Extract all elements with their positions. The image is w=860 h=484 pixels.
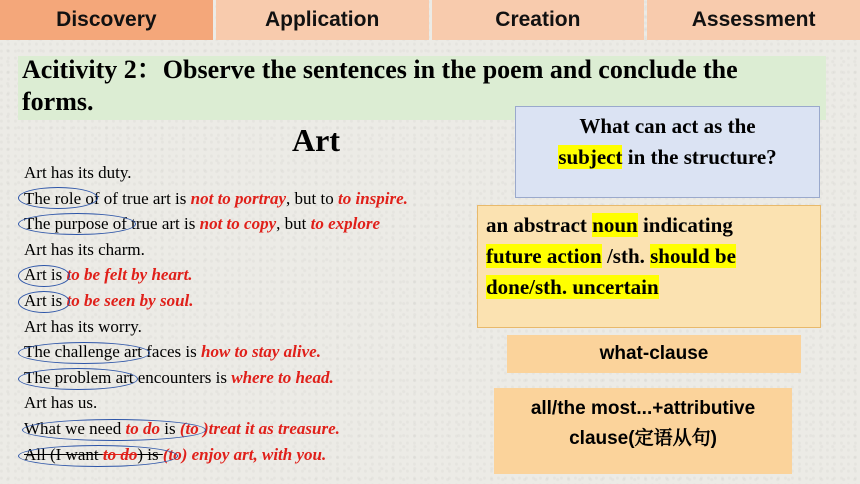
poem-line: All (I want to do) is (to) enjoy art, with you. <box>24 444 327 464</box>
answer-line <box>486 272 812 303</box>
poem-line: The role of of true art is not to portray, but to to inspire. <box>24 188 408 208</box>
poem-line: The challenge art faces is how to stay alive. <box>24 342 321 362</box>
poem-line: Art has its charm. <box>24 239 145 259</box>
poem-line: Art is to be felt by heart. <box>24 265 193 285</box>
answer-line: future action /sth. should be <box>486 244 736 268</box>
poem-line: What we need to do is (to )treat it as treasure. <box>24 418 340 438</box>
activity-title: Acitivity 2：Observe the sentences in the poem and conclude the forms. <box>22 55 738 116</box>
question-line: What can act as the <box>579 114 756 138</box>
poem-line: The problem art encounters is where to head. <box>24 367 334 387</box>
answer-line: an abstract noun indicating <box>486 213 733 237</box>
poem-line: Art has its worry. <box>24 316 142 336</box>
poem-text <box>24 160 504 467</box>
attributive-line: clause(定语从句) <box>569 428 717 449</box>
poem-line: Art is to be seen by soul. <box>24 290 194 310</box>
poem-title: Art <box>292 122 340 158</box>
highlight: should be <box>650 244 736 268</box>
poem-line: Art has its duty. <box>24 163 132 182</box>
what-clause-box: what-clause <box>507 335 801 373</box>
attributive-line: all/the most...+attributive <box>530 398 756 419</box>
highlight: done/sth. uncertain <box>486 275 659 299</box>
tab-creation[interactable]: Creation <box>432 0 645 40</box>
highlight: noun <box>592 213 638 237</box>
poem-line: Art has us. <box>24 393 98 413</box>
tab-application[interactable]: Application <box>216 0 429 40</box>
section-tabs <box>0 0 860 40</box>
attributive-clause-box <box>494 388 792 474</box>
highlight: subject <box>558 145 623 169</box>
answer-box <box>477 205 821 328</box>
tab-assessment[interactable]: Assessment <box>647 0 860 40</box>
poem-line: The purpose of true art is not to copy, but to explore <box>24 214 381 234</box>
question-line: subject in the structure? <box>558 145 777 169</box>
question-box <box>515 106 820 198</box>
tab-discovery[interactable]: Discovery <box>0 0 213 40</box>
highlight: future action <box>486 244 602 268</box>
